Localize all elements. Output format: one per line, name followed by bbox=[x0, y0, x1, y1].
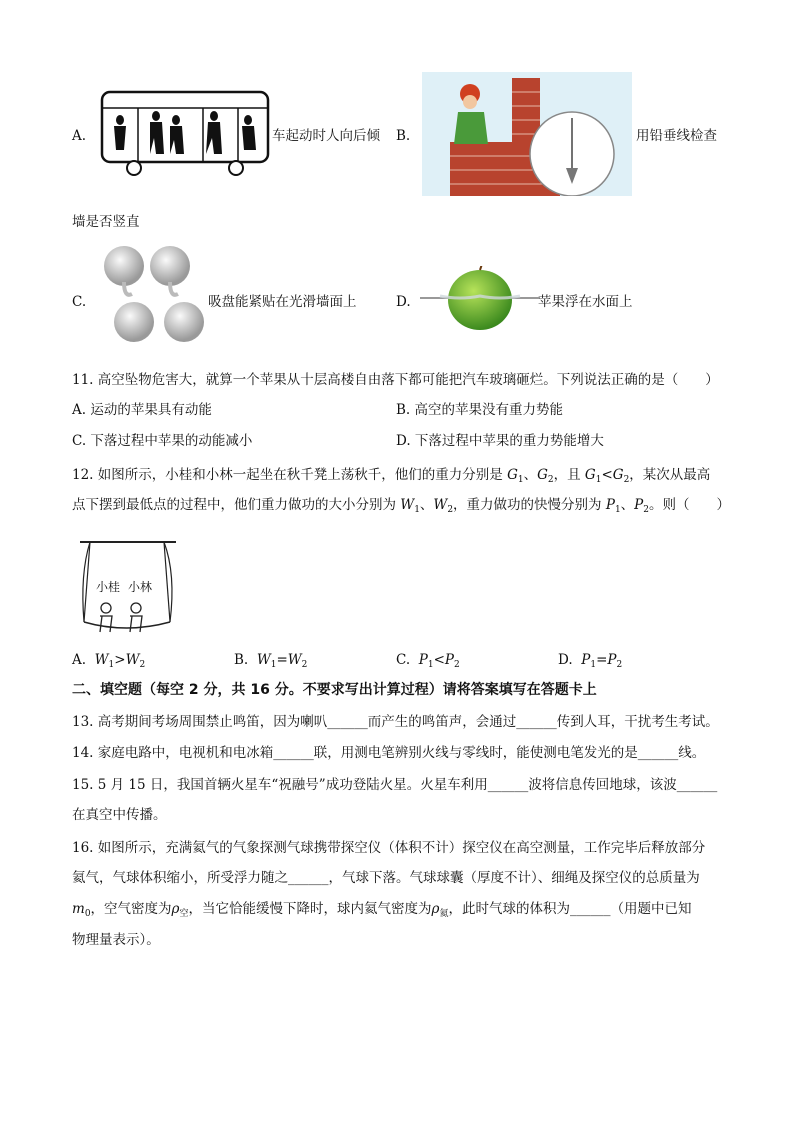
option-b-letter: B. bbox=[396, 128, 411, 144]
q13-text: 13. 高考期间考场周围禁止鸣笛，因为喇叭______而产生的鸣笛声，会通过______传到人耳，干扰考生考试。 bbox=[72, 714, 719, 730]
q12-option-c: C. $P_1<P_2$ bbox=[396, 652, 460, 670]
q11-option-c: C. 下落过程中苹果的动能减小 bbox=[72, 433, 253, 449]
option-b-text: 用铅垂线检查 bbox=[636, 128, 717, 144]
option-a-text: 车起动时人向后倾 bbox=[272, 128, 380, 144]
swing-label-xiaolin: 小林 bbox=[128, 580, 153, 594]
q16-line4: 物理量表示）。 bbox=[72, 932, 160, 948]
bus-figure bbox=[98, 88, 274, 178]
plumb-line-figure bbox=[422, 72, 632, 196]
q16-line3: $m_0$，空气密度为$\rho_空$，当它恰能缓慢下降时，球内氦气密度为$\rho_氦$，此时气球的体积为______（用题中已知 bbox=[72, 901, 692, 919]
q16-line2: 氦气，气球体积缩小，所受浮力随之______，气球下落。气球球囊（厚度不计）、细绳及探空仪的总质量为 bbox=[72, 870, 700, 886]
option-a-letter: A. bbox=[72, 128, 87, 144]
q16-line1: 16. 如图所示，充满氦气的气象探测气球携带探空仪（体积不计）探空仪在高空测量，工作完毕后释放部分 bbox=[72, 840, 706, 856]
q11-option-d: D. 下落过程中苹果的重力势能增大 bbox=[396, 433, 604, 449]
apple-floating-figure bbox=[420, 266, 540, 336]
q12-option-a: A. $W_1>W_2$ bbox=[72, 652, 146, 670]
q11-option-b: B. 高空的苹果没有重力势能 bbox=[396, 402, 564, 418]
q15-line1: 15. 5 月 15 日，我国首辆火星车“祝融号”成功登陆火星。火星车利用______波将信息传回地球，该波______ bbox=[72, 777, 718, 793]
q12-stem-line1: 12. 如图所示，小桂和小林一起坐在秋千凳上荡秋千，他们的重力分别是 $G_1$、$G_2$，且 $G_1<G_2$，某次从最高 bbox=[72, 467, 711, 485]
option-c-text: 吸盘能紧贴在光滑墙面上 bbox=[208, 294, 357, 310]
q12-option-b: B. $W_1=W_2$ bbox=[234, 652, 308, 670]
q12-stem-line2: 点下摆到最低点的过程中，他们重力做功的大小分别为 $W_1$、$W_2$，重力做功的快慢分别为 $P_1$、$P_2$。则（ ） bbox=[72, 497, 730, 515]
option-b-text-cont: 墙是否竖直 bbox=[72, 214, 140, 230]
suction-hook-figure bbox=[98, 244, 208, 348]
q15-line2: 在真空中传播。 bbox=[72, 807, 167, 823]
section-2-title: 二、填空题（每空 2 分，共 16 分。不要求写出计算过程）请将答案填写在答题卡上 bbox=[72, 682, 597, 698]
option-d-letter: D. bbox=[396, 294, 411, 310]
q11-stem: 11. 高空坠物危害大，就算一个苹果从十层高楼自由落下都可能把汽车玻璃砸烂。下列说法正确的是（ ） bbox=[72, 372, 719, 388]
option-d-text: 苹果浮在水面上 bbox=[538, 294, 633, 310]
option-c-letter: C. bbox=[72, 294, 87, 310]
q12-option-d: D. $P_1=P_2$ bbox=[558, 652, 623, 670]
q11-option-a: A. 运动的苹果具有动能 bbox=[72, 402, 212, 418]
q14-text: 14. 家庭电路中，电视机和电冰箱______联，用测电笔辨别火线与零线时，能使测电笔发光的是______线。 bbox=[72, 745, 706, 761]
swing-label-xiaogui: 小桂 bbox=[96, 580, 121, 594]
